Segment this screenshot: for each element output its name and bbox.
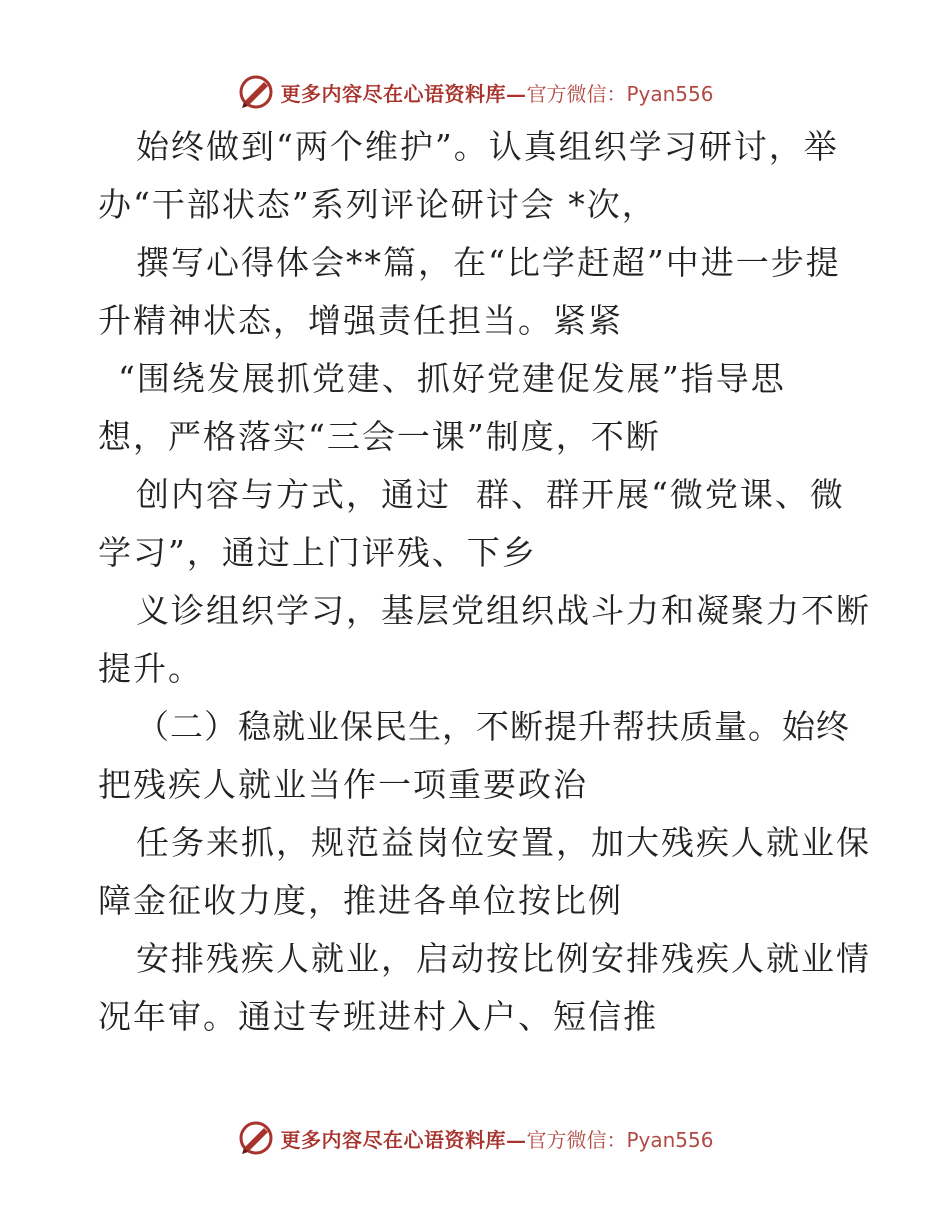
- text-line: 撰写心得体会**篇，在“比学赶超”中进一步提: [136, 243, 841, 282]
- header-banner: [0, 72, 950, 112]
- text-line: 学习”，通过上门评残、下乡: [98, 533, 537, 572]
- text-line: “围绕发展抓党建、抓好党建促发展”指导思: [118, 359, 786, 398]
- footer-wechat: 官方微信：Pyan556: [526, 1127, 714, 1152]
- text-line: 想，严格落实“三会一课”制度，不断: [98, 417, 661, 456]
- text-line: 创内容与方式，通过 群、群开展“微党课、微: [136, 475, 845, 514]
- pen-logo-icon: [236, 1118, 276, 1158]
- text-line: 提升。: [98, 649, 203, 688]
- footer-banner-text: 更多内容尽在心语资料库—: [280, 1127, 527, 1152]
- text-line: 始终做到“两个维护”。认真组织学习研讨，举: [136, 127, 839, 166]
- text-line: 安排残疾人就业，启动按比例安排残疾人就业情: [136, 939, 871, 978]
- text-line: （二）稳就业保民生，不断提升帮扶质量。始终: [136, 707, 850, 746]
- header-wechat: 官方微信：Pyan556: [526, 81, 714, 106]
- text-line: 把残疾人就业当作一项重要政治: [98, 765, 588, 804]
- text-line: 障金征收力度，推进各单位按比例: [98, 881, 623, 920]
- text-line: 升精神状态，增强责任担当。紧紧: [98, 301, 623, 340]
- text-line: 任务来抓，规范益岗位安置，加大残疾人就业保: [136, 823, 871, 862]
- pen-logo-icon: [236, 72, 276, 112]
- text-line: 况年审。通过专班进村入户、短信推: [98, 997, 658, 1036]
- text-line: 办“干部状态”系列评论研讨会 *次，: [98, 185, 657, 224]
- text-line: 义诊组织学习，基层党组织战斗力和凝聚力不断: [136, 591, 871, 630]
- document-body: [98, 118, 871, 1046]
- footer-banner: [0, 1118, 950, 1158]
- header-banner-text: 更多内容尽在心语资料库—: [280, 81, 527, 106]
